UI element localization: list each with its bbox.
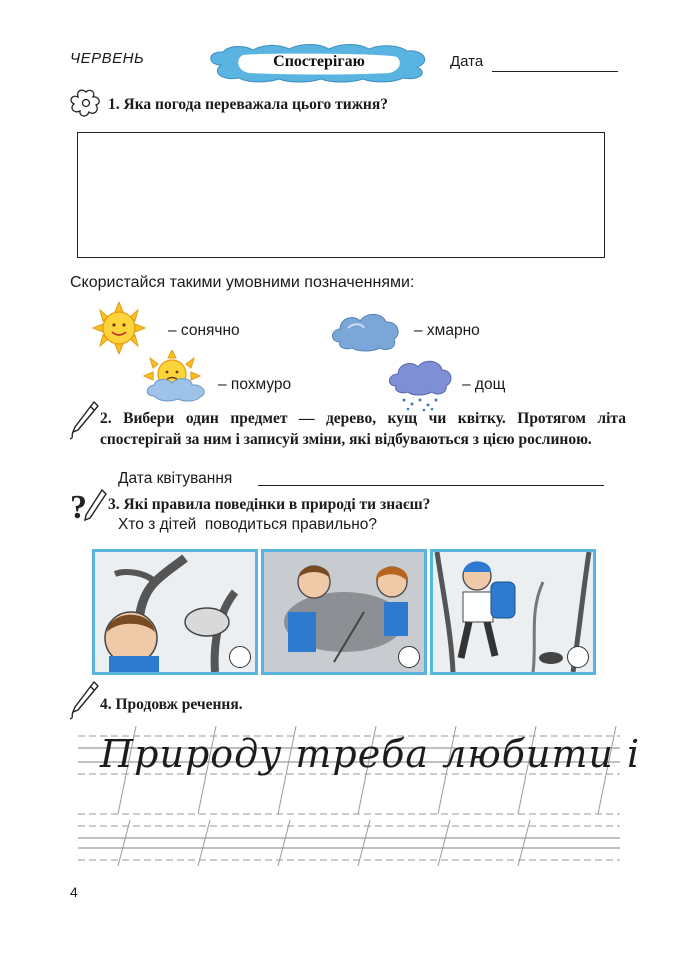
banner [203, 43, 435, 83]
flowering-date-label: Дата квітування [118, 470, 233, 487]
task3-subquestion: Хто з дітей поводиться правильно? [118, 516, 378, 533]
answer-circle-2[interactable] [398, 646, 420, 668]
legend-label-sunny: – сонячно [168, 322, 240, 339]
cloud-icon [328, 308, 404, 352]
legend-label-overcast: – похмуро [218, 376, 292, 393]
question-pencil-icon [70, 486, 110, 526]
picture-branches [261, 549, 427, 675]
flower-icon [68, 88, 104, 118]
page-number: 4 [70, 884, 78, 900]
flowering-date-field[interactable] [258, 485, 604, 486]
svg-text:?: ? [70, 489, 87, 526]
banner-title: Спостерігаю [273, 53, 365, 70]
pen-icon [68, 400, 100, 440]
task3-question: 3. Які правила поведінки в природі ти знаєш? [108, 496, 431, 513]
month-label: ЧЕРВЕНЬ [70, 50, 145, 67]
task1-question: 1. Яка погода переважала цього тижня? [108, 96, 388, 113]
legend-label-cloudy: – хмарно [414, 322, 480, 339]
date-label: Дата [450, 53, 484, 70]
picture-nest [92, 549, 258, 675]
weather-answer-box[interactable] [77, 132, 605, 258]
handwriting-lines[interactable] [78, 726, 641, 866]
handwritten-sentence: Природу треба любити і [100, 732, 641, 776]
picture-backpack [430, 549, 596, 675]
pen-icon-2 [68, 680, 100, 720]
sun-icon [88, 302, 150, 354]
task4-question: 4. Продовж речення. [100, 696, 243, 713]
legend-intro: Скористайся такими умовними позначеннями: [70, 274, 415, 291]
sun-cloud-icon [140, 350, 212, 402]
answer-circle-1[interactable] [229, 646, 251, 668]
task2-question: 2. Вибери один предмет — дерево, кущ чи квітку. Протягом літа спостерігай за ним і записуй зміни, які відбуваються з цією рослиною. [100, 410, 626, 448]
rain-cloud-icon [386, 356, 452, 412]
date-field[interactable] [492, 71, 618, 72]
legend-label-rain: – дощ [462, 376, 506, 393]
answer-circle-3[interactable] [567, 646, 589, 668]
